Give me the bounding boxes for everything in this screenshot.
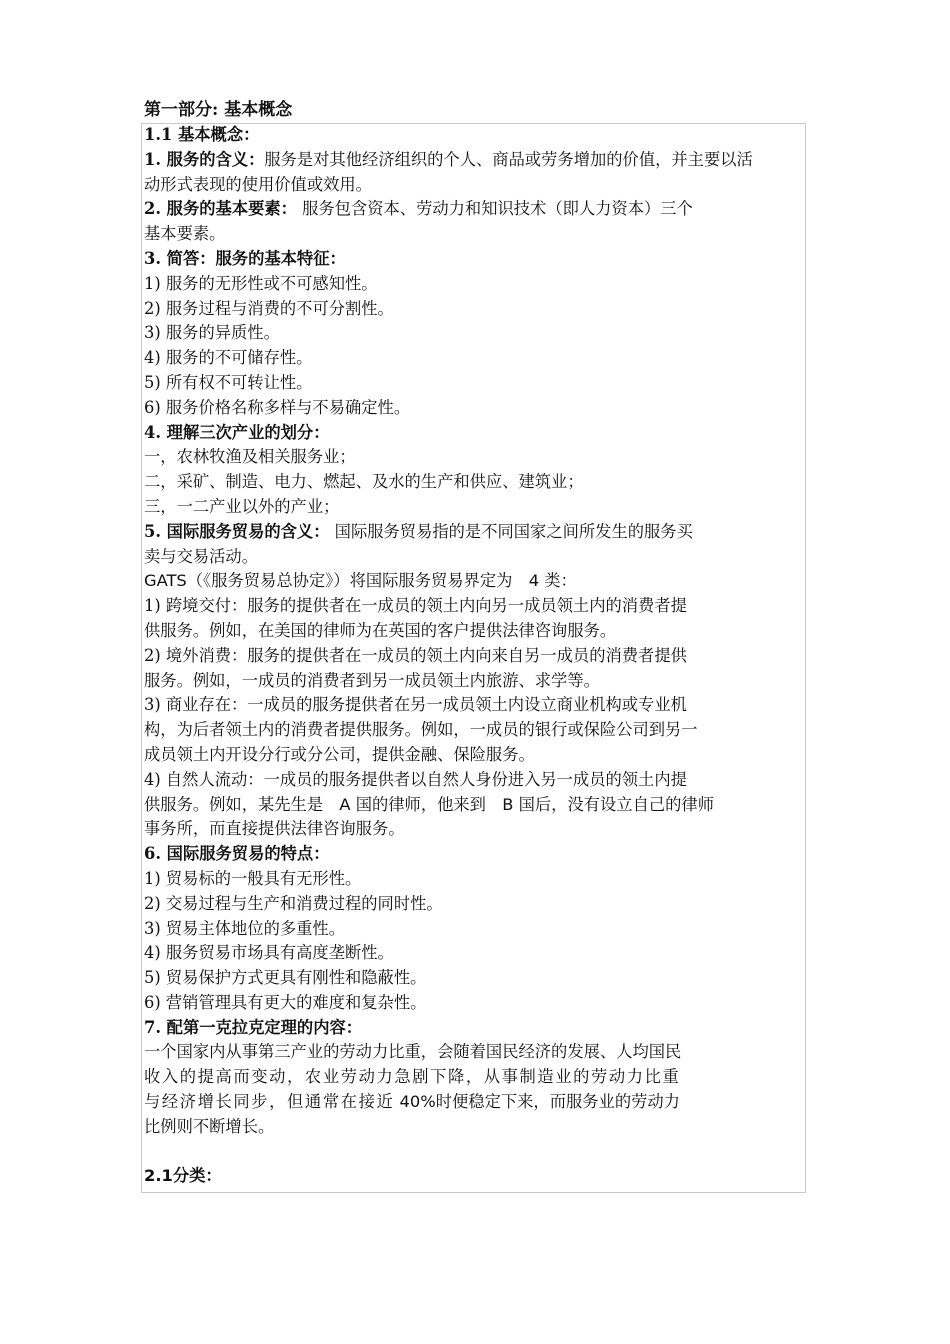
text: 国际服务贸易指的是不同国家之间所发生的服务买 xyxy=(329,521,693,541)
text: 类： xyxy=(539,571,577,591)
text: A xyxy=(339,794,351,814)
text: GATS xyxy=(144,571,187,591)
text: 4 xyxy=(528,571,540,591)
text-line: 比例则不断增长。 xyxy=(144,1116,275,1136)
text-line: 成员领土内开设分行或分公司，提供金融、保险服务。 xyxy=(144,744,535,764)
text-line: 事务所，而直接提供法律咨询服务。 xyxy=(144,819,405,839)
list-item: 1) 服务的无形性或不可感知性。 xyxy=(144,273,378,293)
term-label: 5. 国际服务贸易的含义： xyxy=(144,521,330,541)
service-definition xyxy=(144,148,850,173)
text: 时便稳定下来，而服务业的劳动力 xyxy=(435,1092,680,1112)
list-item: 一，农林牧渔及相关服务业； xyxy=(144,447,356,467)
item-heading: 6. 国际服务贸易的特点： xyxy=(144,844,330,864)
gats-line xyxy=(144,569,850,594)
section-2-1-heading: 2.1分类： xyxy=(144,1166,222,1186)
item-heading: 7. 配第一克拉克定理的内容： xyxy=(144,1017,363,1037)
list-item: 5) 贸易保护方式更具有刚性和隐蔽性。 xyxy=(144,968,427,988)
list-item: 6) 服务价格名称多样与不易确定性。 xyxy=(144,397,411,417)
list-item: 二，采矿、制造、电力、燃起、及水的生产和供应、建筑业； xyxy=(144,472,584,492)
list-item: 1) 跨境交付：服务的提供者在一成员的领土内向另一成员领土内的消费者提 xyxy=(144,596,687,616)
text: 供服务。例如，某先生是 xyxy=(144,794,340,814)
text: B xyxy=(502,794,514,814)
list-item: 4) 服务贸易市场具有高度垄断性。 xyxy=(144,943,394,963)
list-item: 3) 服务的异质性。 xyxy=(144,323,280,343)
item-heading: 3. 简答：服务的基本特征： xyxy=(144,248,346,268)
text-line: 动形式表现的使用价值或效用。 xyxy=(144,174,372,194)
list-item: 2) 交易过程与生产和消费过程的同时性。 xyxy=(144,893,443,913)
text-line: 服务。例如，一成员的消费者到另一成员领土内旅游、求学等。 xyxy=(144,670,600,690)
text-line: 卖与交易活动。 xyxy=(144,546,258,566)
text-line xyxy=(144,793,850,818)
text-line: 一个国家内从事第三产业的劳动力比重，会随着国民经济的发展、人均国民 xyxy=(144,1042,682,1062)
list-item: 1) 贸易标的一般具有无形性。 xyxy=(144,868,362,888)
text-line: 供服务。例如，在美国的律师为在英国的客户提供法律咨询服务。 xyxy=(144,620,617,640)
service-elements xyxy=(144,197,850,222)
item-heading: 4. 理解三次产业的划分： xyxy=(144,422,330,442)
page-heading: 第一部分: 基本概念 xyxy=(144,100,293,120)
text: 40% xyxy=(394,1092,436,1112)
text: 国后，没有设立自己的律师 xyxy=(513,794,714,814)
section-1-1-heading: 1.1 基本概念： xyxy=(144,125,260,144)
text: 与经济增长同步，但通常在接近 xyxy=(144,1092,395,1112)
text-line xyxy=(144,1090,850,1115)
document-body xyxy=(144,123,850,1189)
list-item: 3) 商业存在：一成员的服务提供者在另一成员领土内设立商业机构或专业机 xyxy=(144,695,687,715)
blank-line xyxy=(144,1140,850,1165)
text-line: 收入的提高而变动，农业劳动力急剧下降，从事制造业的劳动力比重 xyxy=(144,1067,681,1087)
text: 服务是对其他经济组织的个人、商品或劳务增加的价值，并主要以活 xyxy=(264,149,753,169)
list-item: 5) 所有权不可转让性。 xyxy=(144,372,313,392)
text-line: 基本要素。 xyxy=(144,224,226,244)
term-label: 2. 服务的基本要素： xyxy=(144,199,297,219)
text-line: 构，为后者领土内的消费者提供服务。例如，一成员的银行或保险公司到另一 xyxy=(144,720,698,740)
list-item: 2) 服务过程与消费的不可分割性。 xyxy=(144,298,394,318)
list-item: 3) 贸易主体地位的多重性。 xyxy=(144,918,345,938)
list-item: 4) 服务的不可储存性。 xyxy=(144,348,313,368)
list-item: 2) 境外消费：服务的提供者在一成员的领土内向来自另一成员的消费者提供 xyxy=(144,645,687,665)
text: （《服务贸易总协定》）将国际服务贸易界定为 xyxy=(186,571,529,591)
trade-definition xyxy=(144,520,850,545)
list-item: 4) 自然人流动：一成员的服务提供者以自然人身份进入另一成员的领土内提 xyxy=(144,769,687,789)
list-item: 6) 营销管理具有更大的难度和复杂性。 xyxy=(144,992,427,1012)
list-item: 三，一二产业以外的产业； xyxy=(144,496,340,516)
text: 服务包含资本、劳动力和知识技术（即人力资本）三个 xyxy=(296,199,693,219)
text: 国的律师，他来到 xyxy=(350,794,503,814)
term-label: 1. 服务的含义： xyxy=(144,149,265,169)
